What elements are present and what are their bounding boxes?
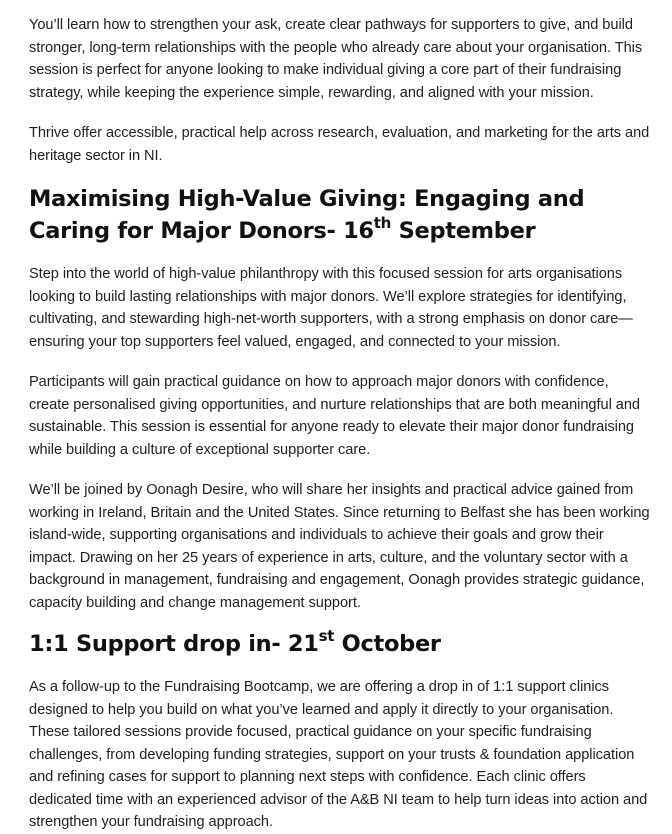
intro-paragraph: You’ll learn how to strengthen your ask, create clear pathways for supporters to give, and build stronger, long-term relationships with the people who already care about your organisation. This session is perfect for anyone looking to make individual giving a core part of their fundraising strategy, while keeping the experience simple, rewarding, and aligned with your mission. bbox=[29, 17, 643, 101]
support-dropin-heading-ordinal: st bbox=[318, 626, 335, 645]
support-dropin-heading-main: 1:1 Support drop in- 21 bbox=[29, 631, 319, 657]
major-donors-heading bbox=[29, 183, 652, 247]
major-donors-heading-main: Maximising High-Value Giving: Engaging and Caring for Major Donors- 16 bbox=[29, 186, 585, 244]
thrive-paragraph: Thrive offer accessible, practical help across research, evaluation, and marketing for the arts and heritage sector in NI. bbox=[29, 125, 650, 164]
major-donors-paragraph-3: We’ll be joined by Oonagh Desire, who will share her insights and practical advice gained from working in Ireland, Britain and the United States. Since returning to Belfast she has been working island-wide, supporting organisations and individuals to achieve their goals and grow their impact. Drawing on her 25 years of experience in arts, culture, and the voluntary sector with a background in management, fundraising and engagement, Oonagh provides strategic guidance, capacity building and change management support. bbox=[29, 482, 650, 611]
support-dropin-heading bbox=[29, 628, 652, 660]
major-donors-heading-ordinal: th bbox=[373, 213, 392, 232]
major-donors-heading-month: September bbox=[391, 218, 536, 244]
support-dropin-paragraph: As a follow-up to the Fundraising Bootcamp, we are offering a drop in of 1:1 support clinics designed to help you build on what you’ve learned and apply it directly to your organisation. These tailored sessions provide focused, practical guidance on your specific fundraising challenges, from developing funding strategies, support on your trusts & foundation application and refining cases for support to planning next steps with confidence. Each clinic offers dedicated time with an experienced advisor of the A&B NI team to help turn ideas into action and strengthen your fundraising approach. bbox=[29, 679, 648, 830]
major-donors-paragraph-2: Participants will gain practical guidance on how to approach major donors with confidence, create personalised giving opportunities, and nurture relationships that are both meaningful and sustainable. This session is essential for anyone ready to elevate their major donor fundraising while building a culture of exceptional supporter care. bbox=[29, 374, 640, 458]
support-dropin-heading-month: October bbox=[334, 631, 441, 657]
major-donors-paragraph-1: Step into the world of high-value philanthropy with this focused session for arts organisations looking to build lasting relationships with major donors. We’ll explore strategies for identifying, cultivating, and stewarding high-net-worth supporters, with a strong emphasis on donor care—ensuring your top supporters feel valued, engaged, and connected to your mission. bbox=[29, 266, 633, 350]
